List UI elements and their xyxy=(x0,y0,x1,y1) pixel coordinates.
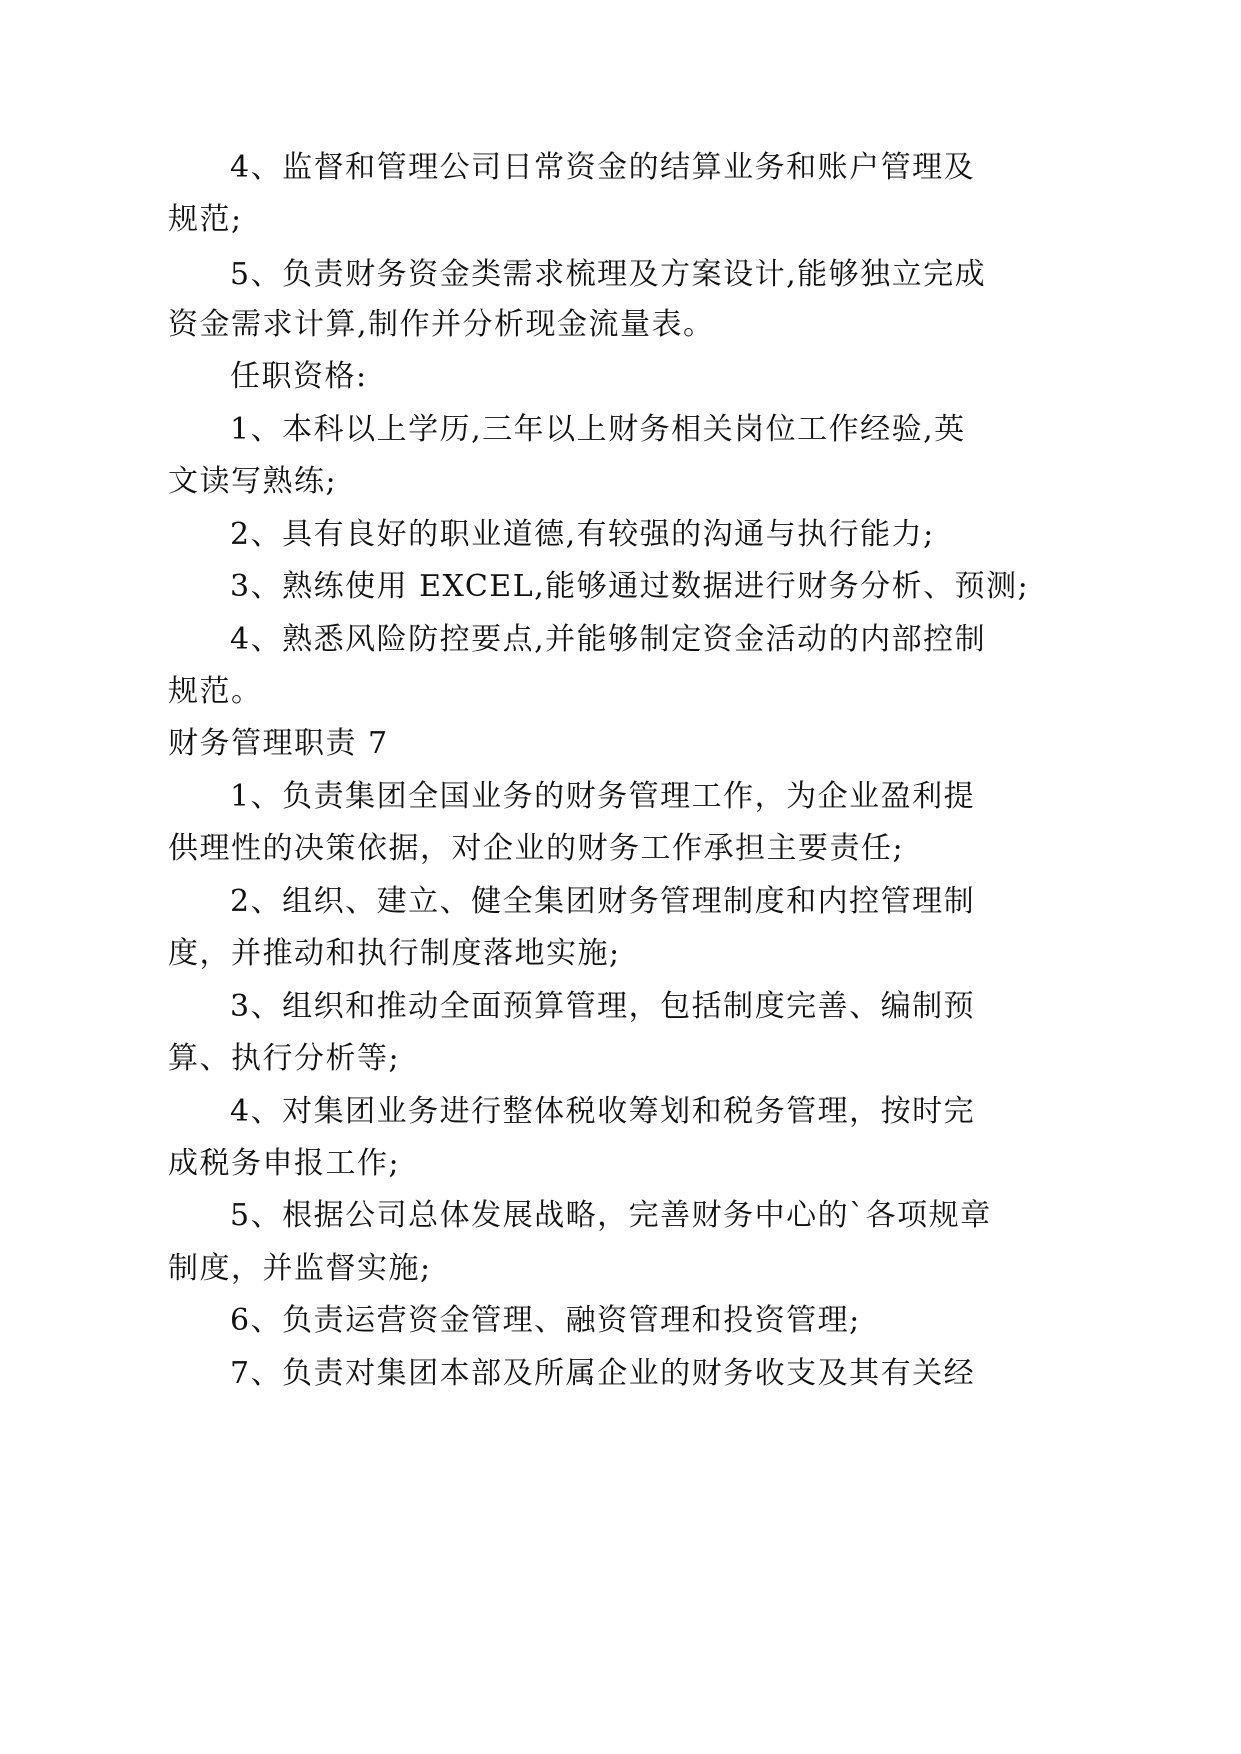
text-line-8: 2、具有良好的职业道德,有较强的沟通与执行能力; xyxy=(230,517,935,552)
text-line-16: 度，并推动和执行制度落地实施; xyxy=(168,936,621,971)
text-line-17: 3、组织和推动全面预算管理，包括制度完善、编制预 xyxy=(230,989,976,1024)
text-line-24: 7、负责对集团本部及所属企业的财务收支及其有关经 xyxy=(230,1356,976,1391)
text-line-6: 1、本科以上学历,三年以上财务相关岗位工作经验,英 xyxy=(230,412,966,447)
text-line-3: 5、负责财务资金类需求梳理及方案设计,能够独立完成 xyxy=(230,257,987,292)
text-line-18: 算、执行分析等; xyxy=(168,1041,401,1076)
text-line-19: 4、对集团业务进行整体税收筹划和税务管理，按时完 xyxy=(230,1094,976,1129)
text-line-14: 供理性的决策依据，对企业的财务工作承担主要责任; xyxy=(168,831,905,866)
text-line-9: 3、熟练使用 EXCEL,能够通过数据进行财务分析、预测; xyxy=(230,569,1030,604)
text-line-2: 规范; xyxy=(168,202,243,237)
text-line-15: 2、组织、建立、健全集团财务管理制度和内控管理制 xyxy=(230,884,976,919)
text-line-11: 规范。 xyxy=(168,674,263,709)
text-line-20: 成税务申报工作; xyxy=(168,1146,401,1181)
text-line-10: 4、熟悉风险防控要点,并能够制定资金活动的内部控制 xyxy=(230,622,987,657)
text-line-23: 6、负责运营资金管理、融资管理和投资管理; xyxy=(230,1303,861,1338)
section-title-duties-7: 财务管理职责 7 xyxy=(168,726,389,761)
text-line-13: 1、负责集团全国业务的财务管理工作，为企业盈利提 xyxy=(230,779,976,814)
text-line-7: 文读写熟练; xyxy=(168,464,338,499)
text-line-1: 4、监督和管理公司日常资金的结算业务和账户管理及 xyxy=(230,150,976,185)
text-line-21: 5、根据公司总体发展战略，完善财务中心的`各项规章 xyxy=(230,1198,992,1233)
text-line-22: 制度，并监督实施; xyxy=(168,1251,432,1286)
text-line-4: 资金需求计算,制作并分析现金流量表。 xyxy=(168,307,715,342)
section-heading-qualifications: 任职资格: xyxy=(230,359,368,394)
